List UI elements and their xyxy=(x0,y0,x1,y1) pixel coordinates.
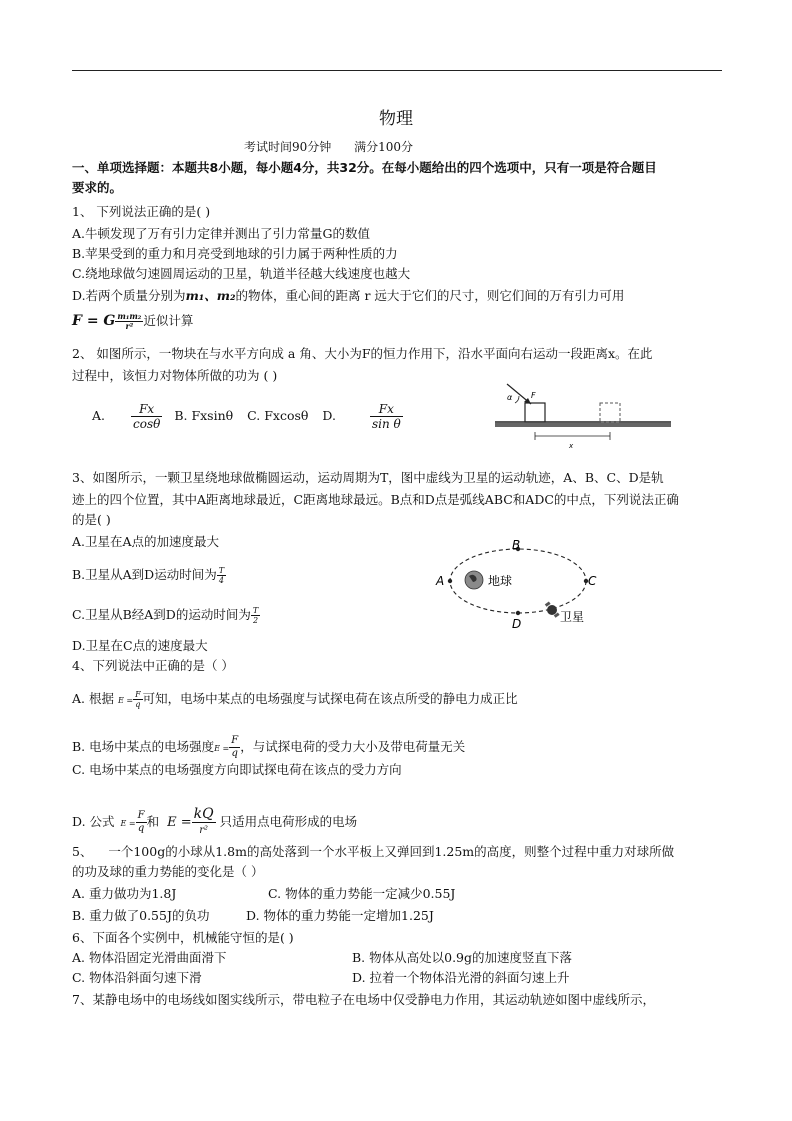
q4-d-f1-lhs: E = xyxy=(120,819,136,828)
q4-d-f1-den: q xyxy=(137,823,145,834)
q4-option-d xyxy=(72,806,357,839)
q2-opt-c: C. Fxcosθ xyxy=(247,408,309,423)
q3-option-c-den: 2 xyxy=(252,616,259,625)
q3-option-b-den: 4 xyxy=(218,576,224,585)
block-start xyxy=(525,403,545,422)
label-a: A xyxy=(436,574,445,588)
label-c: C xyxy=(588,574,597,588)
point-a-dot xyxy=(448,579,452,583)
page-title: 物理 xyxy=(379,109,413,129)
q4-option-b-post: ，与试探电荷的受力大小及带电荷量无关 xyxy=(240,739,466,754)
q1-option-d-pre: D.若两个质量分别为 xyxy=(72,288,186,303)
q3-option-c-num: T xyxy=(252,606,259,615)
q4-option-b xyxy=(72,735,465,760)
q3-option-c xyxy=(72,606,260,625)
point-d-dot xyxy=(516,611,520,615)
q6-option-a: A. 物体沿固定光滑曲面滑下 xyxy=(72,950,227,965)
q1-formula-num: m₁m₂ xyxy=(117,311,142,321)
ground-hatch xyxy=(495,423,671,427)
q1-option-b: B.苹果受到的重力和月亮受到地球的引力属于两种性质的力 xyxy=(72,246,398,261)
q1-formula-den: r² xyxy=(125,321,134,331)
q2-force-diagram xyxy=(495,380,675,452)
block-end xyxy=(600,403,620,422)
force-label: F xyxy=(531,391,536,400)
q3-line2: 迹上的四个位置，其中A距离地球最近，C距离地球最远。B点和D点是弧线ABC和ADC的中点，下列说法正确 xyxy=(72,492,679,507)
q3-option-c-pre: C.卫星从B经A到D的运动时间为 xyxy=(72,607,251,622)
q5-line1: 5、 一个100g的小球从1.8m的高处落到一个水平板上又弹回到1.25m的高度，则整个过程中重力对球所做 xyxy=(72,844,675,859)
q4-b-num: F xyxy=(231,735,239,746)
q3-option-b-num: T xyxy=(218,566,225,575)
q3-option-b-fraction xyxy=(217,566,226,585)
q3-orbit-diagram xyxy=(430,540,610,632)
q1-formula-lhs: F = G xyxy=(72,313,116,329)
section-heading-line2: 要求的。 xyxy=(72,180,123,195)
q3-option-a: A.卫星在A点的加速度最大 xyxy=(72,534,220,549)
q2-opt-d-label: D. xyxy=(322,408,336,423)
q2-opt-a-fraction xyxy=(131,402,162,431)
q4-d-f2-num: kQ xyxy=(193,806,214,822)
q4-a-num: F xyxy=(135,690,141,699)
q1-formula-post: 近似计算 xyxy=(143,313,194,328)
q1-option-a: A.牛顿发现了万有引力定律并测出了引力常量G的数值 xyxy=(72,226,370,241)
q6-option-d: D. 拉着一个物体沿光滑的斜面匀速上升 xyxy=(352,970,570,985)
q3-option-b-pre: B.卫星从A到D运动时间为 xyxy=(72,567,217,582)
q2-opt-a-num: Fx xyxy=(131,402,162,417)
q2-opt-b: B. Fxsinθ xyxy=(174,408,234,423)
q2-line2: 过程中，该恒力对物体所做的功为 ( ) xyxy=(72,368,278,383)
q3-option-b xyxy=(72,566,226,585)
q1-formula xyxy=(72,312,193,331)
satellite-body xyxy=(547,605,557,615)
q5-option-b: B. 重力做了0.55J的负功 xyxy=(72,908,210,923)
q3-line1: 3、如图所示，一颗卫星绕地球做椭圆运动，运动周期为T，图中虚线为卫星的运动轨迹，A、B、C、D是轨 xyxy=(72,470,664,485)
alpha-label: α xyxy=(507,393,513,402)
q3-line3: 的是( ) xyxy=(72,512,111,527)
q4-b-fraction xyxy=(229,735,240,760)
label-d: D xyxy=(512,617,522,631)
q4-a-lhs: E = xyxy=(117,696,134,705)
q4-option-d-pre: D. 公式 xyxy=(72,814,115,829)
header-rule xyxy=(72,70,722,71)
q2-opt-a-label: A. xyxy=(92,408,106,423)
q1-option-d-post: 的物体，重心间的距离 r 远大于它们的尺寸，则它们间的万有引力可用 xyxy=(235,288,625,303)
q5-option-c: C. 物体的重力势能一定减少0.55J xyxy=(268,886,456,901)
section-heading-line1: 一、单项选择题：本题共8小题，每小题4分，共32分。在每小题给出的四个选项中，只有一项是符合题目 xyxy=(72,160,657,175)
q4-option-b-pre: B. 电场中某点的电场强度 xyxy=(72,739,215,754)
q4-a-den: q xyxy=(135,700,141,709)
q4-option-d-post: 只适用点电荷形成的电场 xyxy=(219,814,358,829)
angle-arc xyxy=(515,396,519,403)
q2-opt-a-den: cosθ xyxy=(133,417,161,431)
q1-masses: m₁、m₂ xyxy=(185,288,236,303)
q4-option-a xyxy=(72,690,518,709)
q2-opt-d-fraction xyxy=(370,402,403,431)
q2-line1: 2、 如图所示，一物块在与水平方向成 a 角、大小为F的恒力作用下，沿水平面向右运动一段距离x。在此 xyxy=(72,346,653,361)
q4-option-a-pre: A. 根据 xyxy=(72,691,114,706)
label-b: B xyxy=(512,540,521,552)
q1-option-c: C.绕地球做匀速圆周运动的卫星，轨道半径越大线速度也越大 xyxy=(72,266,411,281)
q5-option-d: D. 物体的重力势能一定增加1.25J xyxy=(246,908,434,923)
satellite-label: 卫星 xyxy=(560,610,585,624)
q6-stem: 6、下面各个实例中，机械能守恒的是( ) xyxy=(72,930,294,945)
q1-formula-fraction xyxy=(115,312,143,331)
q1-option-d xyxy=(72,288,624,304)
q4-a-fraction xyxy=(133,690,143,709)
q4-option-c: C. 电场中某点的电场强度方向即试探电荷在该点的受力方向 xyxy=(72,762,402,777)
q7-stem: 7、某静电场中的电场线如图实线所示，带电粒子在电场中仅受静电力作用，其运动轨迹如图中虚线所示， xyxy=(72,992,655,1007)
q2-opt-d-num: Fx xyxy=(370,402,403,417)
q4-b-den: q xyxy=(231,748,238,759)
q3-option-d: D.卫星在C点的速度最大 xyxy=(72,638,208,653)
q4-d-f2-lhs: E = xyxy=(167,815,192,830)
q4-d-f1-num: F xyxy=(137,810,145,821)
q4-d-f1-fraction xyxy=(136,810,147,835)
q4-stem: 4、下列说法中正确的是（ ） xyxy=(72,658,234,673)
q4-d-f2-den: r² xyxy=(199,825,208,836)
q4-d-f2-fraction xyxy=(192,806,216,839)
q4-option-a-post: 可知，电场中某点的电场强度与试探电荷在该点所受的静电力成正比 xyxy=(142,691,518,706)
q4-b-lhs: E = xyxy=(214,744,230,753)
distance-label: x xyxy=(569,442,574,450)
q2-options xyxy=(92,402,403,431)
q2-opt-d-den: sin θ xyxy=(371,417,401,431)
q6-option-b: B. 物体从高处以0.9g的加速度竖直下落 xyxy=(352,950,573,965)
q5-line2: 的功及球的重力势能的变化是（ ） xyxy=(72,864,264,879)
earth-label: 地球 xyxy=(488,574,513,588)
q3-option-c-fraction xyxy=(251,606,260,625)
q5-option-a: A. 重力做功为1.8J xyxy=(72,886,177,901)
q4-option-d-mid: 和 xyxy=(146,814,160,829)
exam-info: 考试时间90分钟 满分100分 xyxy=(244,140,414,154)
q1-stem: 1、 下列说法正确的是( ) xyxy=(72,204,211,219)
q6-option-c: C. 物体沿斜面匀速下滑 xyxy=(72,970,202,985)
